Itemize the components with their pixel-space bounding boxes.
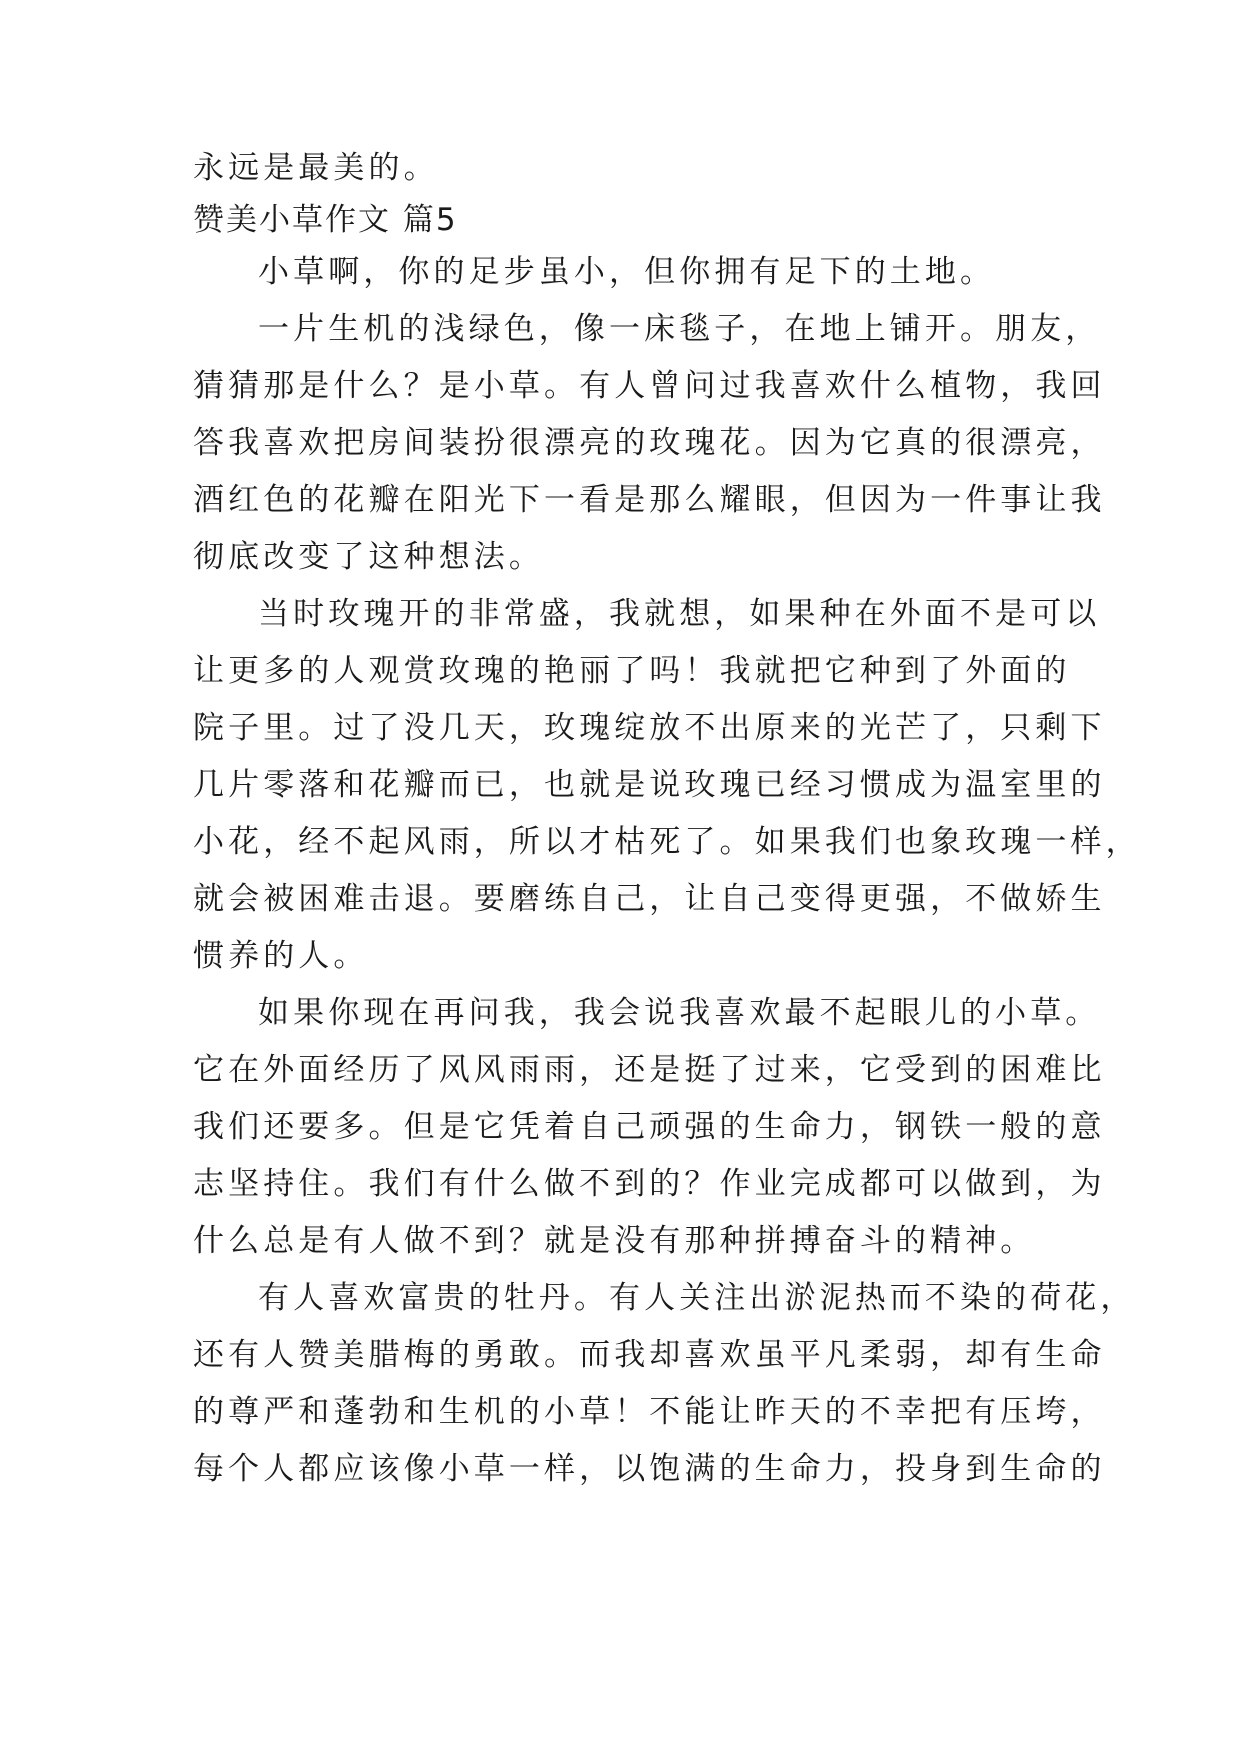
text-line: 一片生机的浅绿色，像一床毯子，在地上铺开。朋友，	[258, 311, 1101, 347]
text-line: 酒红色的花瓣在阳光下一看是那么耀眼，但因为一件事让我	[193, 482, 1106, 518]
text-line: 几片零落和花瓣而已，也就是说玫瑰已经习惯成为温室里的	[193, 767, 1106, 803]
text-line: 彻底改变了这种想法。	[193, 539, 544, 575]
text-line: 就会被困难击退。要磨练自己，让自己变得更强，不做娇生	[193, 881, 1106, 917]
text-line: 每个人都应该像小草一样，以饱满的生命力，投身到生命的	[193, 1451, 1106, 1487]
text-line: 还有人赞美腊梅的勇敢。而我却喜欢虽平凡柔弱，却有生命	[193, 1337, 1106, 1373]
text-line: 永远是最美的。	[193, 150, 439, 186]
text-line: 的尊严和蓬勃和生机的小草！不能让昨天的不幸把有压垮，	[193, 1394, 1106, 1430]
text-line: 小花，经不起风雨，所以才枯死了。如果我们也象玫瑰一样，	[193, 824, 1141, 860]
text-line: 让更多的人观赏玫瑰的艳丽了吗！我就把它种到了外面的	[193, 653, 1071, 689]
section-heading: 赞美小草作文 篇5	[193, 202, 458, 238]
text-line: 如果你现在再问我，我会说我喜欢最不起眼儿的小草。	[258, 995, 1101, 1031]
text-line: 什么总是有人做不到？就是没有那种拼搏奋斗的精神。	[193, 1223, 1036, 1259]
text-line: 院子里。过了没几天，玫瑰绽放不出原来的光芒了，只剩下	[193, 710, 1106, 746]
text-line: 猜猜那是什么？是小草。有人曾问过我喜欢什么植物，我回	[193, 368, 1106, 404]
text-line: 惯养的人。	[193, 938, 369, 974]
text-line: 我们还要多。但是它凭着自己顽强的生命力，钢铁一般的意	[193, 1109, 1106, 1145]
text-line: 它在外面经历了风风雨雨，还是挺了过来，它受到的困难比	[193, 1052, 1106, 1088]
text-line: 当时玫瑰开的非常盛，我就想，如果种在外面不是可以	[258, 596, 1101, 632]
text-line: 小草啊，你的足步虽小，但你拥有足下的土地。	[258, 254, 996, 290]
text-line: 有人喜欢富贵的牡丹。有人关注出淤泥热而不染的荷花，	[258, 1280, 1136, 1316]
text-line: 志坚持住。我们有什么做不到的？作业完成都可以做到，为	[193, 1166, 1106, 1202]
text-line: 答我喜欢把房间装扮很漂亮的玫瑰花。因为它真的很漂亮，	[193, 425, 1106, 461]
